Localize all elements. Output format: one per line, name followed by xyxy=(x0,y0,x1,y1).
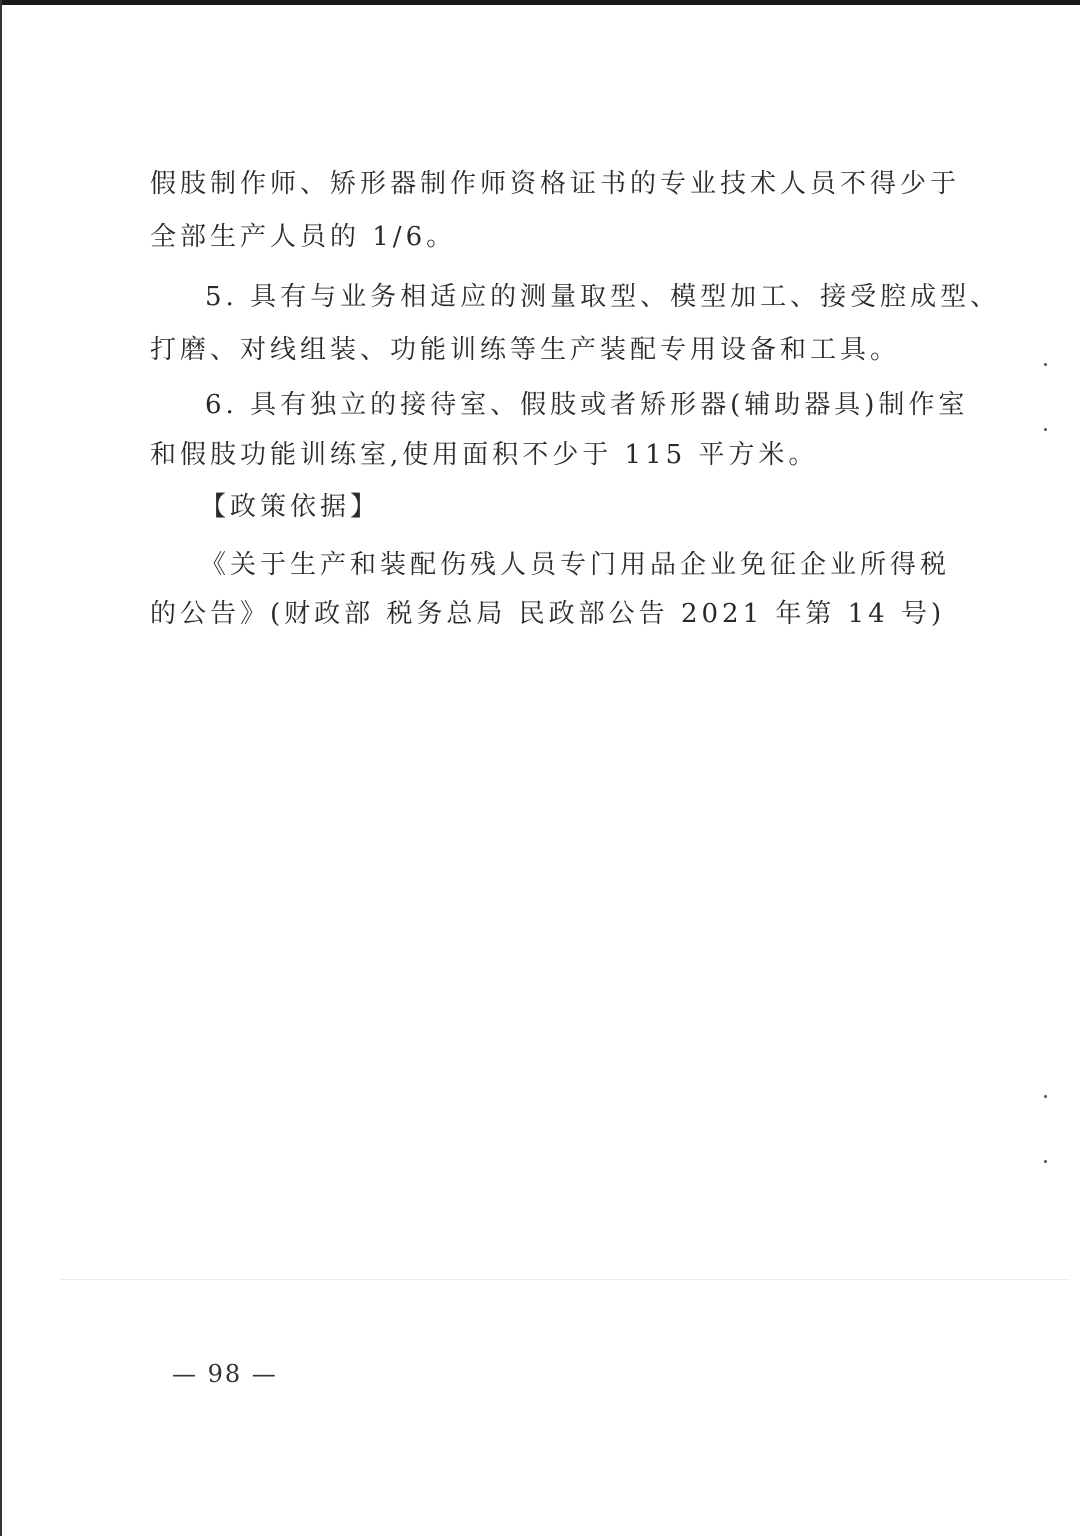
scan-border-top xyxy=(0,0,1080,5)
scan-speck xyxy=(1044,363,1047,366)
scan-border-left xyxy=(0,0,2,1536)
scan-speck xyxy=(1044,1095,1047,1098)
policy-citation-line-2: 的公告》(财政部 税务总局 民政部公告 2021 年第 14 号) xyxy=(150,599,946,629)
body-line-1: 假肢制作师、矫形器制作师资格证书的专业技术人员不得少于 xyxy=(150,169,961,199)
scan-speck xyxy=(1044,428,1047,431)
body-line-item-5: 5. 具有与业务相适应的测量取型、模型加工、接受腔成型、 xyxy=(205,282,1001,312)
policy-citation-line-1: 《关于生产和装配伤残人员专门用品企业免征企业所得税 xyxy=(200,550,951,580)
body-line-item-6: 6. 具有独立的接待室、假肢或者矫形器(辅助器具)制作室 xyxy=(205,390,969,420)
body-line-6: 和假肢功能训练室,使用面积不少于 115 平方米。 xyxy=(150,440,819,470)
body-line-2: 全部生产人员的 1/6。 xyxy=(150,222,457,252)
body-line-4: 打磨、对线组装、功能训练等生产装配专用设备和工具。 xyxy=(150,335,901,365)
page-number: — 98 — xyxy=(172,1360,278,1388)
scan-speck xyxy=(1044,1160,1047,1163)
section-heading-policy-basis: 【政策依据】 xyxy=(200,492,381,522)
footer-divider xyxy=(60,1279,1070,1280)
